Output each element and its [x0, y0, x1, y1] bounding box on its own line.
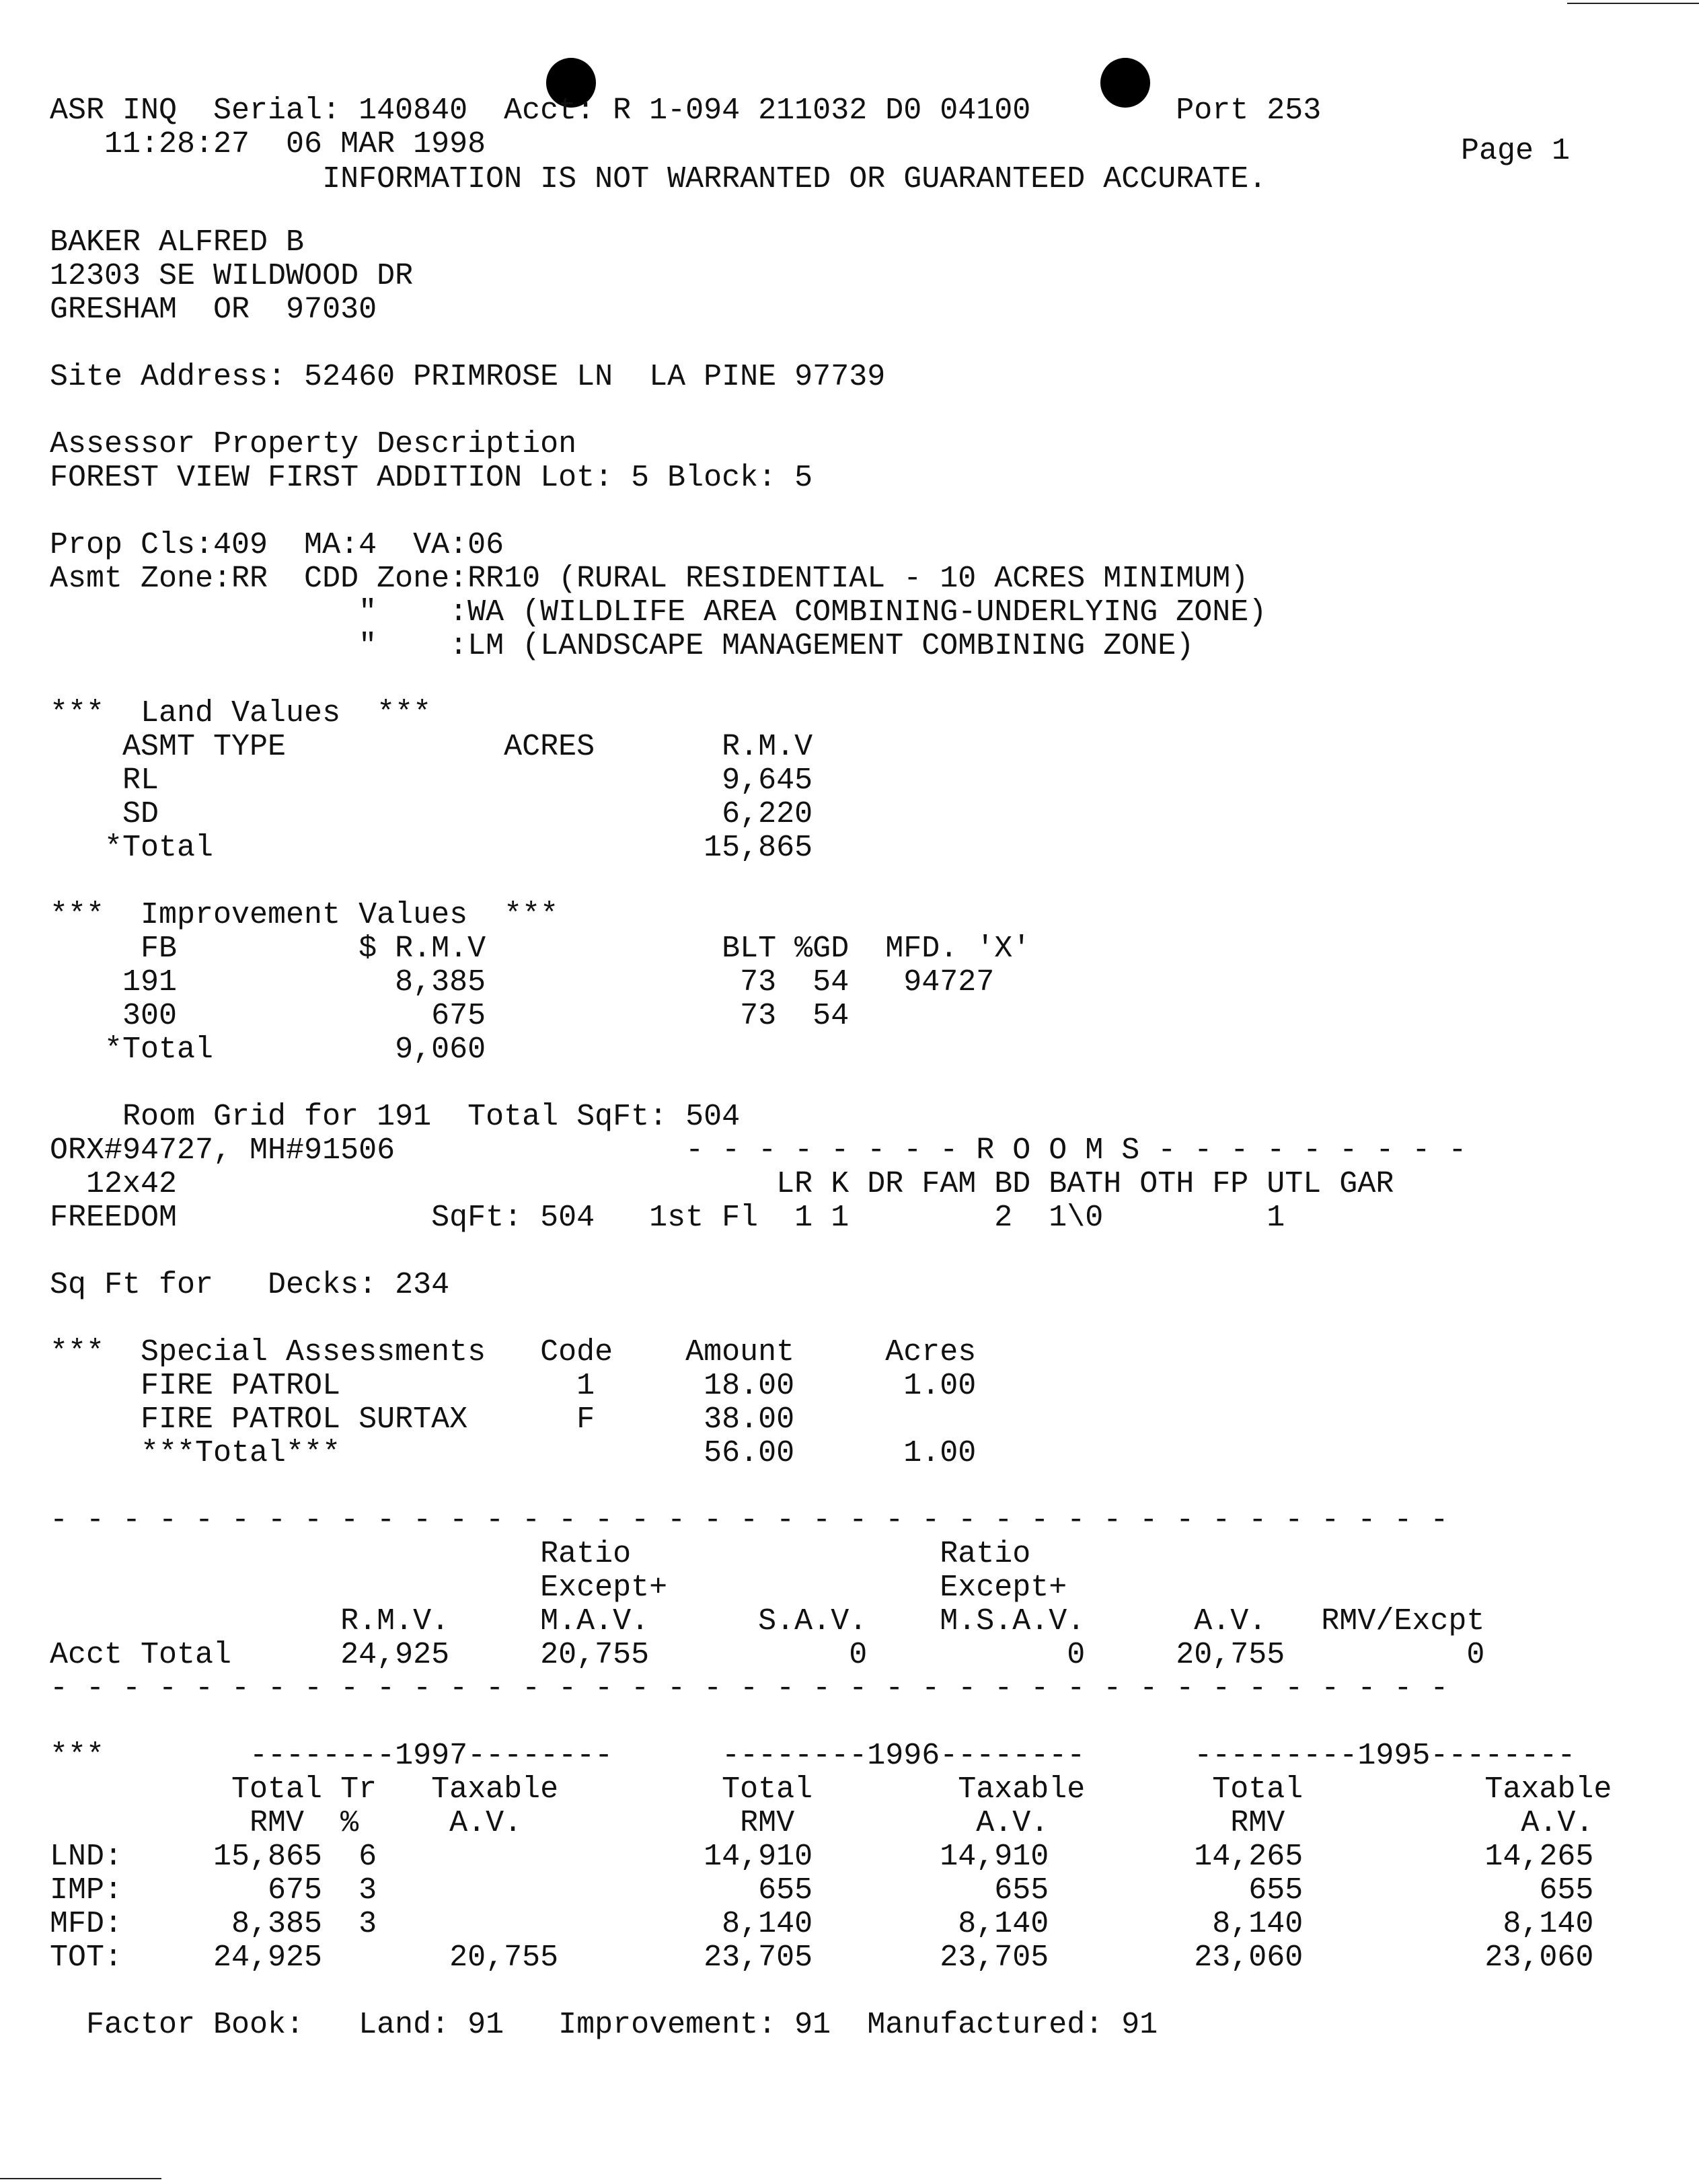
- history-row-lnd: LND: 15,865 6 14,910 14,910 14,265 14,265: [50, 1840, 1594, 1874]
- acct-total-header-ratio: Ratio Ratio: [50, 1537, 1031, 1571]
- history-year-header: *** --------1997-------- --------1996-------- ---------1995--------: [50, 1739, 1576, 1773]
- owner-city: GRESHAM OR 97030: [50, 293, 377, 327]
- special-assessments-row: FIRE PATROL SURTAX F 38.00: [50, 1402, 795, 1437]
- improvement-values-header-row: FB $ R.M.V BLT %GD MFD. 'X': [50, 932, 1031, 966]
- room-grid-row: FREEDOM SqFt: 504 1st Fl 1 1 2 1\0 1: [50, 1201, 1285, 1235]
- history-column-header: RMV % A.V. RMV A.V. RMV A.V.: [50, 1806, 1594, 1840]
- header-line-serial: ASR INQ Serial: 140840 Acct: R 1-094 211032 D0 04100 Port 253: [50, 93, 1322, 128]
- owner-name: BAKER ALFRED B: [50, 225, 305, 260]
- improvement-values-row: 300 675 73 54: [50, 999, 850, 1033]
- decks-sqft: Sq Ft for Decks: 234: [50, 1268, 450, 1302]
- room-grid-columns: 12x42 LR K DR FAM BD BATH OTH FP UTL GAR: [50, 1167, 1394, 1201]
- zone-line-wa: " :WA (WILDLIFE AREA COMBINING-UNDERLYING ZONE): [50, 595, 1267, 630]
- land-values-header-row: ASMT TYPE ACRES R.M.V: [50, 730, 813, 764]
- page-number: Page 1: [1461, 134, 1571, 168]
- history-row-tot: TOT: 24,925 20,755 23,705 23,705 23,060 23,060: [50, 1941, 1594, 1975]
- acct-total-header-columns: R.M.V. M.A.V. S.A.V. M.S.A.V. A.V. RMV/Excpt: [50, 1604, 1485, 1639]
- special-assessments-row: FIRE PATROL 1 18.00 1.00: [50, 1369, 977, 1403]
- improvement-values-total: *Total 9,060: [50, 1032, 486, 1067]
- dashed-separator: - - - - - - - - - - - - - - - - - - - - - - - - - - - - - - - - - - - - - - -: [50, 1671, 1449, 1706]
- owner-street: 12303 SE WILDWOOD DR: [50, 259, 414, 293]
- zone-line-lm: " :LM (LANDSCAPE MANAGEMENT COMBINING ZONE): [50, 629, 1195, 663]
- improvement-values-row: 191 8,385 73 54 94727: [50, 965, 995, 1000]
- property-description: FOREST VIEW FIRST ADDITION Lot: 5 Block: 5: [50, 461, 813, 495]
- dashed-separator: - - - - - - - - - - - - - - - - - - - - - - - - - - - - - - - - - - - - - - -: [50, 1503, 1449, 1538]
- scan-edge-line-top: [1567, 3, 1699, 4]
- acct-total-header-except: Except+ Except+: [50, 1571, 1067, 1605]
- header-line-time: 11:28:27 06 MAR 1998: [50, 127, 486, 161]
- land-values-row: RL 9,645: [50, 763, 813, 798]
- special-assessments-total: ***Total*** 56.00 1.00: [50, 1436, 977, 1470]
- land-values-row: SD 6,220: [50, 797, 813, 831]
- history-column-header: Total Tr Taxable Total Taxable Total Taxable: [50, 1772, 1612, 1807]
- room-grid-heading: Room Grid for 191 Total SqFt: 504: [50, 1100, 741, 1134]
- scan-edge-line-bottom: [0, 2178, 161, 2179]
- prop-class-line: Prop Cls:409 MA:4 VA:06: [50, 528, 504, 562]
- land-values-total: *Total 15,865: [50, 831, 813, 865]
- site-address: Site Address: 52460 PRIMROSE LN LA PINE 97739: [50, 360, 886, 394]
- improvement-values-heading: *** Improvement Values ***: [50, 898, 559, 932]
- acct-total-row: Acct Total 24,925 20,755 0 0 20,755 0: [50, 1638, 1485, 1672]
- special-assessments-header: *** Special Assessments Code Amount Acres: [50, 1335, 977, 1369]
- room-grid-rooms-header: ORX#94727, MH#91506 - - - - - - - - R O O M S - - - - - - - - -: [50, 1133, 1467, 1168]
- disclaimer-line: INFORMATION IS NOT WARRANTED OR GUARANTEED ACCURATE.: [50, 162, 1267, 196]
- property-description-heading: Assessor Property Description: [50, 427, 577, 461]
- history-row-mfd: MFD: 8,385 3 8,140 8,140 8,140 8,140: [50, 1907, 1594, 1941]
- land-values-heading: *** Land Values ***: [50, 696, 432, 730]
- history-row-imp: IMP: 675 3 655 655 655 655: [50, 1873, 1594, 1908]
- zone-line-rr10: Asmt Zone:RR CDD Zone:RR10 (RURAL RESIDENTIAL - 10 ACRES MINIMUM): [50, 562, 1249, 596]
- factor-book-line: Factor Book: Land: 91 Improvement: 91 Manufactured: 91: [50, 2008, 1158, 2042]
